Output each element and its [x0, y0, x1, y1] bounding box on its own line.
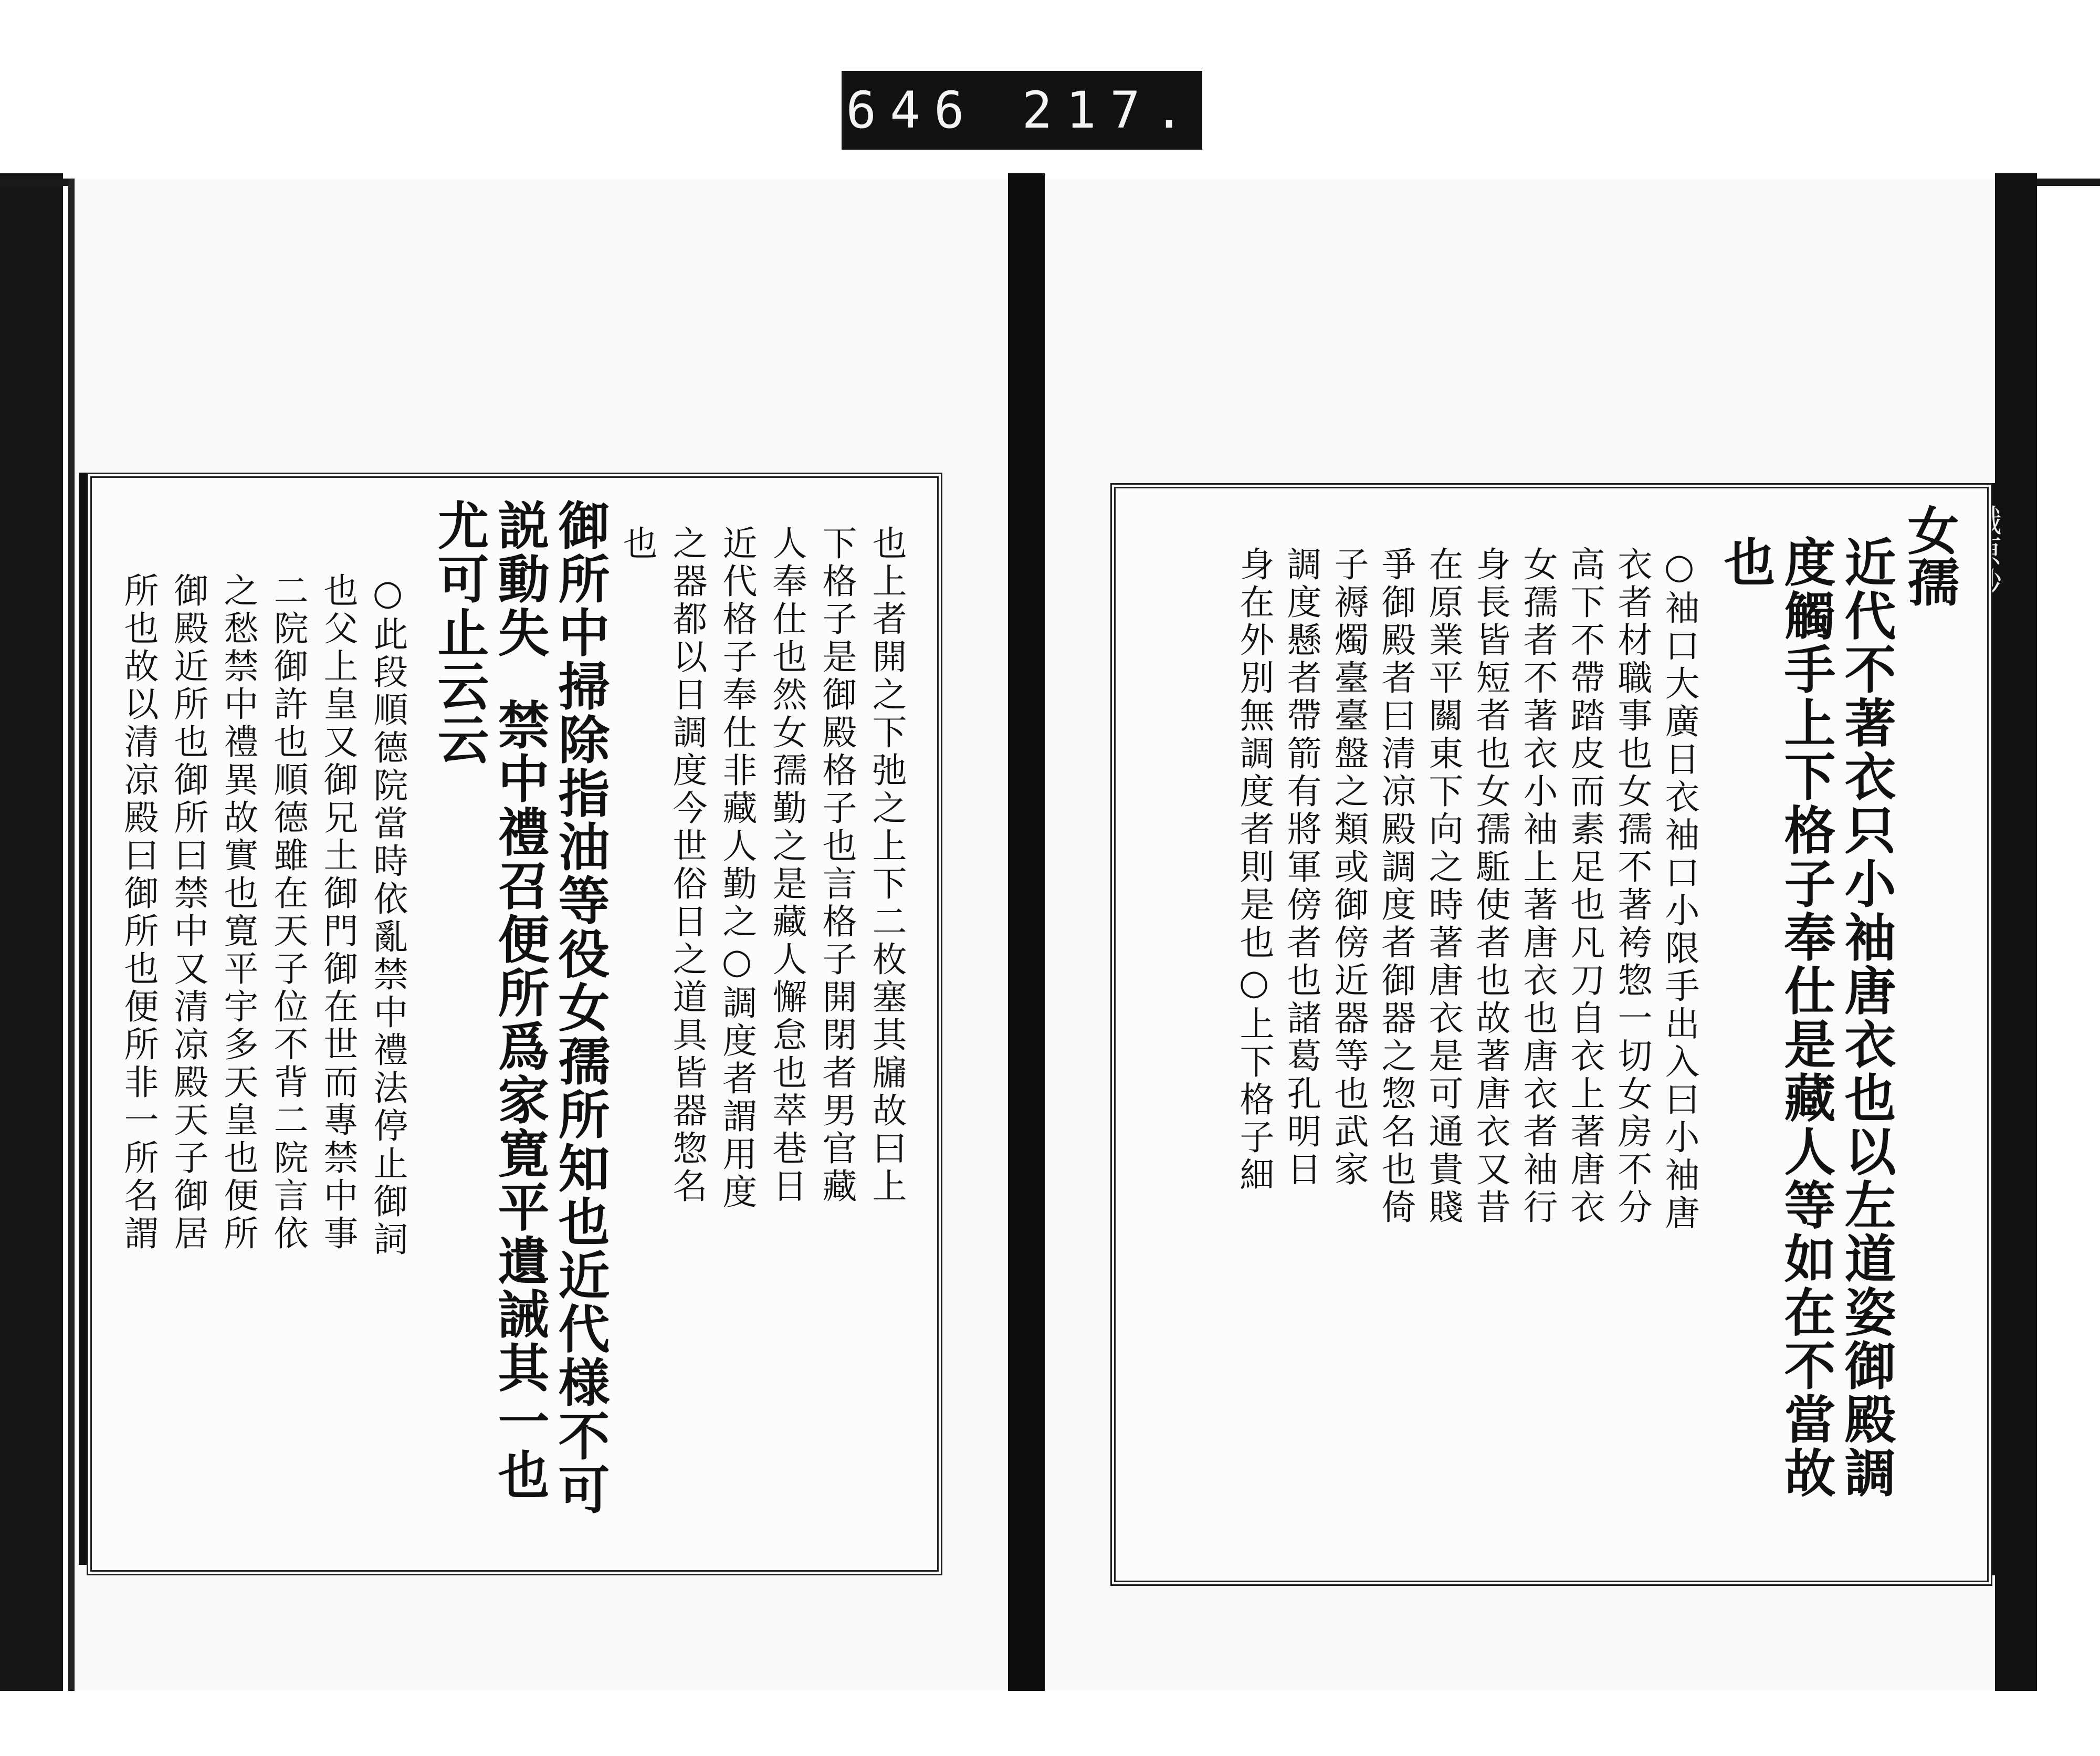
text-column: 女孺者不著衣小袖上著唐衣也唐衣者袖行	[1517, 546, 1558, 1227]
text-column: 身在外別無調度者則是也○上下格子細	[1234, 546, 1274, 1195]
main-text-column: 説動失	[489, 499, 550, 660]
text-column: 在原業平關東下向之時著唐衣是可通貴賤	[1423, 546, 1463, 1227]
main-text-column: 尤可止云云	[429, 499, 489, 767]
text-column: 身長皆短者也女孺駈使者也故著唐衣又昔	[1470, 546, 1510, 1227]
text-column: ○袖口大廣日衣袖口小限手出入曰小袖唐	[1659, 546, 1699, 1232]
text-column: 衣者材職事也女孺不著袴惣一切女房不分	[1612, 546, 1652, 1227]
text-column: 之器都以日調度今世俗日之道具皆器惣名	[667, 525, 707, 1206]
archive-id-label: 646 217.	[842, 71, 1202, 150]
main-text-column: 禁中禮召便所爲家寛平遺誡其一也	[489, 698, 550, 1502]
left-binding-edge	[0, 173, 63, 1756]
text-column: 爭御殿者曰清凉殿調度者御器之惣名也倚	[1376, 546, 1416, 1227]
text-column: 調度懸者帶箭有將軍傍者也諸葛孔明日	[1281, 546, 1321, 1189]
text-column: 也父上皇又御兄土御門御在世而專禁中事	[318, 572, 358, 1253]
text-column: 所也故以清凉殿曰御所也便所非一所名謂	[118, 572, 159, 1253]
text-column: 之愁禁中禮異故實也寛平宇多天皇也便所	[218, 572, 258, 1253]
text-column: 御殿近所也御所曰禁中又清凉殿天子御居	[168, 572, 208, 1253]
text-column: 也上者開之下弛之上下二枚塞其牖故曰上	[866, 525, 907, 1206]
main-text-column: 度觸手上下格子奉仕是藏人等如在不當故	[1776, 536, 1836, 1500]
main-text-column: 近代不著衣只小袖唐衣也以左道姿御殿調	[1836, 536, 1896, 1500]
main-text-column: 也	[1715, 536, 1776, 589]
center-gutter	[1008, 173, 1045, 1756]
page-bottom-margin	[0, 1691, 2100, 1756]
text-column: 近代格子奉仕非藏人勤之○調度者謂用度	[717, 525, 757, 1211]
right-text-frame	[1110, 483, 1992, 1586]
text-column: 高下不帶踏皮而素足也凡刀自衣上著唐衣	[1564, 546, 1605, 1227]
text-column: 下格子是御殿格子也言格子開閉者男官藏	[816, 525, 857, 1206]
left-text-frame	[87, 473, 942, 1575]
text-column: ○此段順德院當時依亂禁中禮法停止御詞	[368, 572, 408, 1259]
text-column: 二院御許也順德雖在天子位不背二院言依	[268, 572, 308, 1253]
text-column: 人奉仕也然女孺勤之是藏人懈怠也萃巷日	[766, 525, 807, 1206]
main-text-column: 御所中掃除指油等役女孺所知也近代様不可	[550, 499, 610, 1517]
text-column: 也	[617, 525, 657, 563]
section-heading: 女孺	[1899, 504, 1959, 607]
text-column: 子褥燭臺臺盤之類或御傍近器等也武家	[1328, 546, 1369, 1189]
